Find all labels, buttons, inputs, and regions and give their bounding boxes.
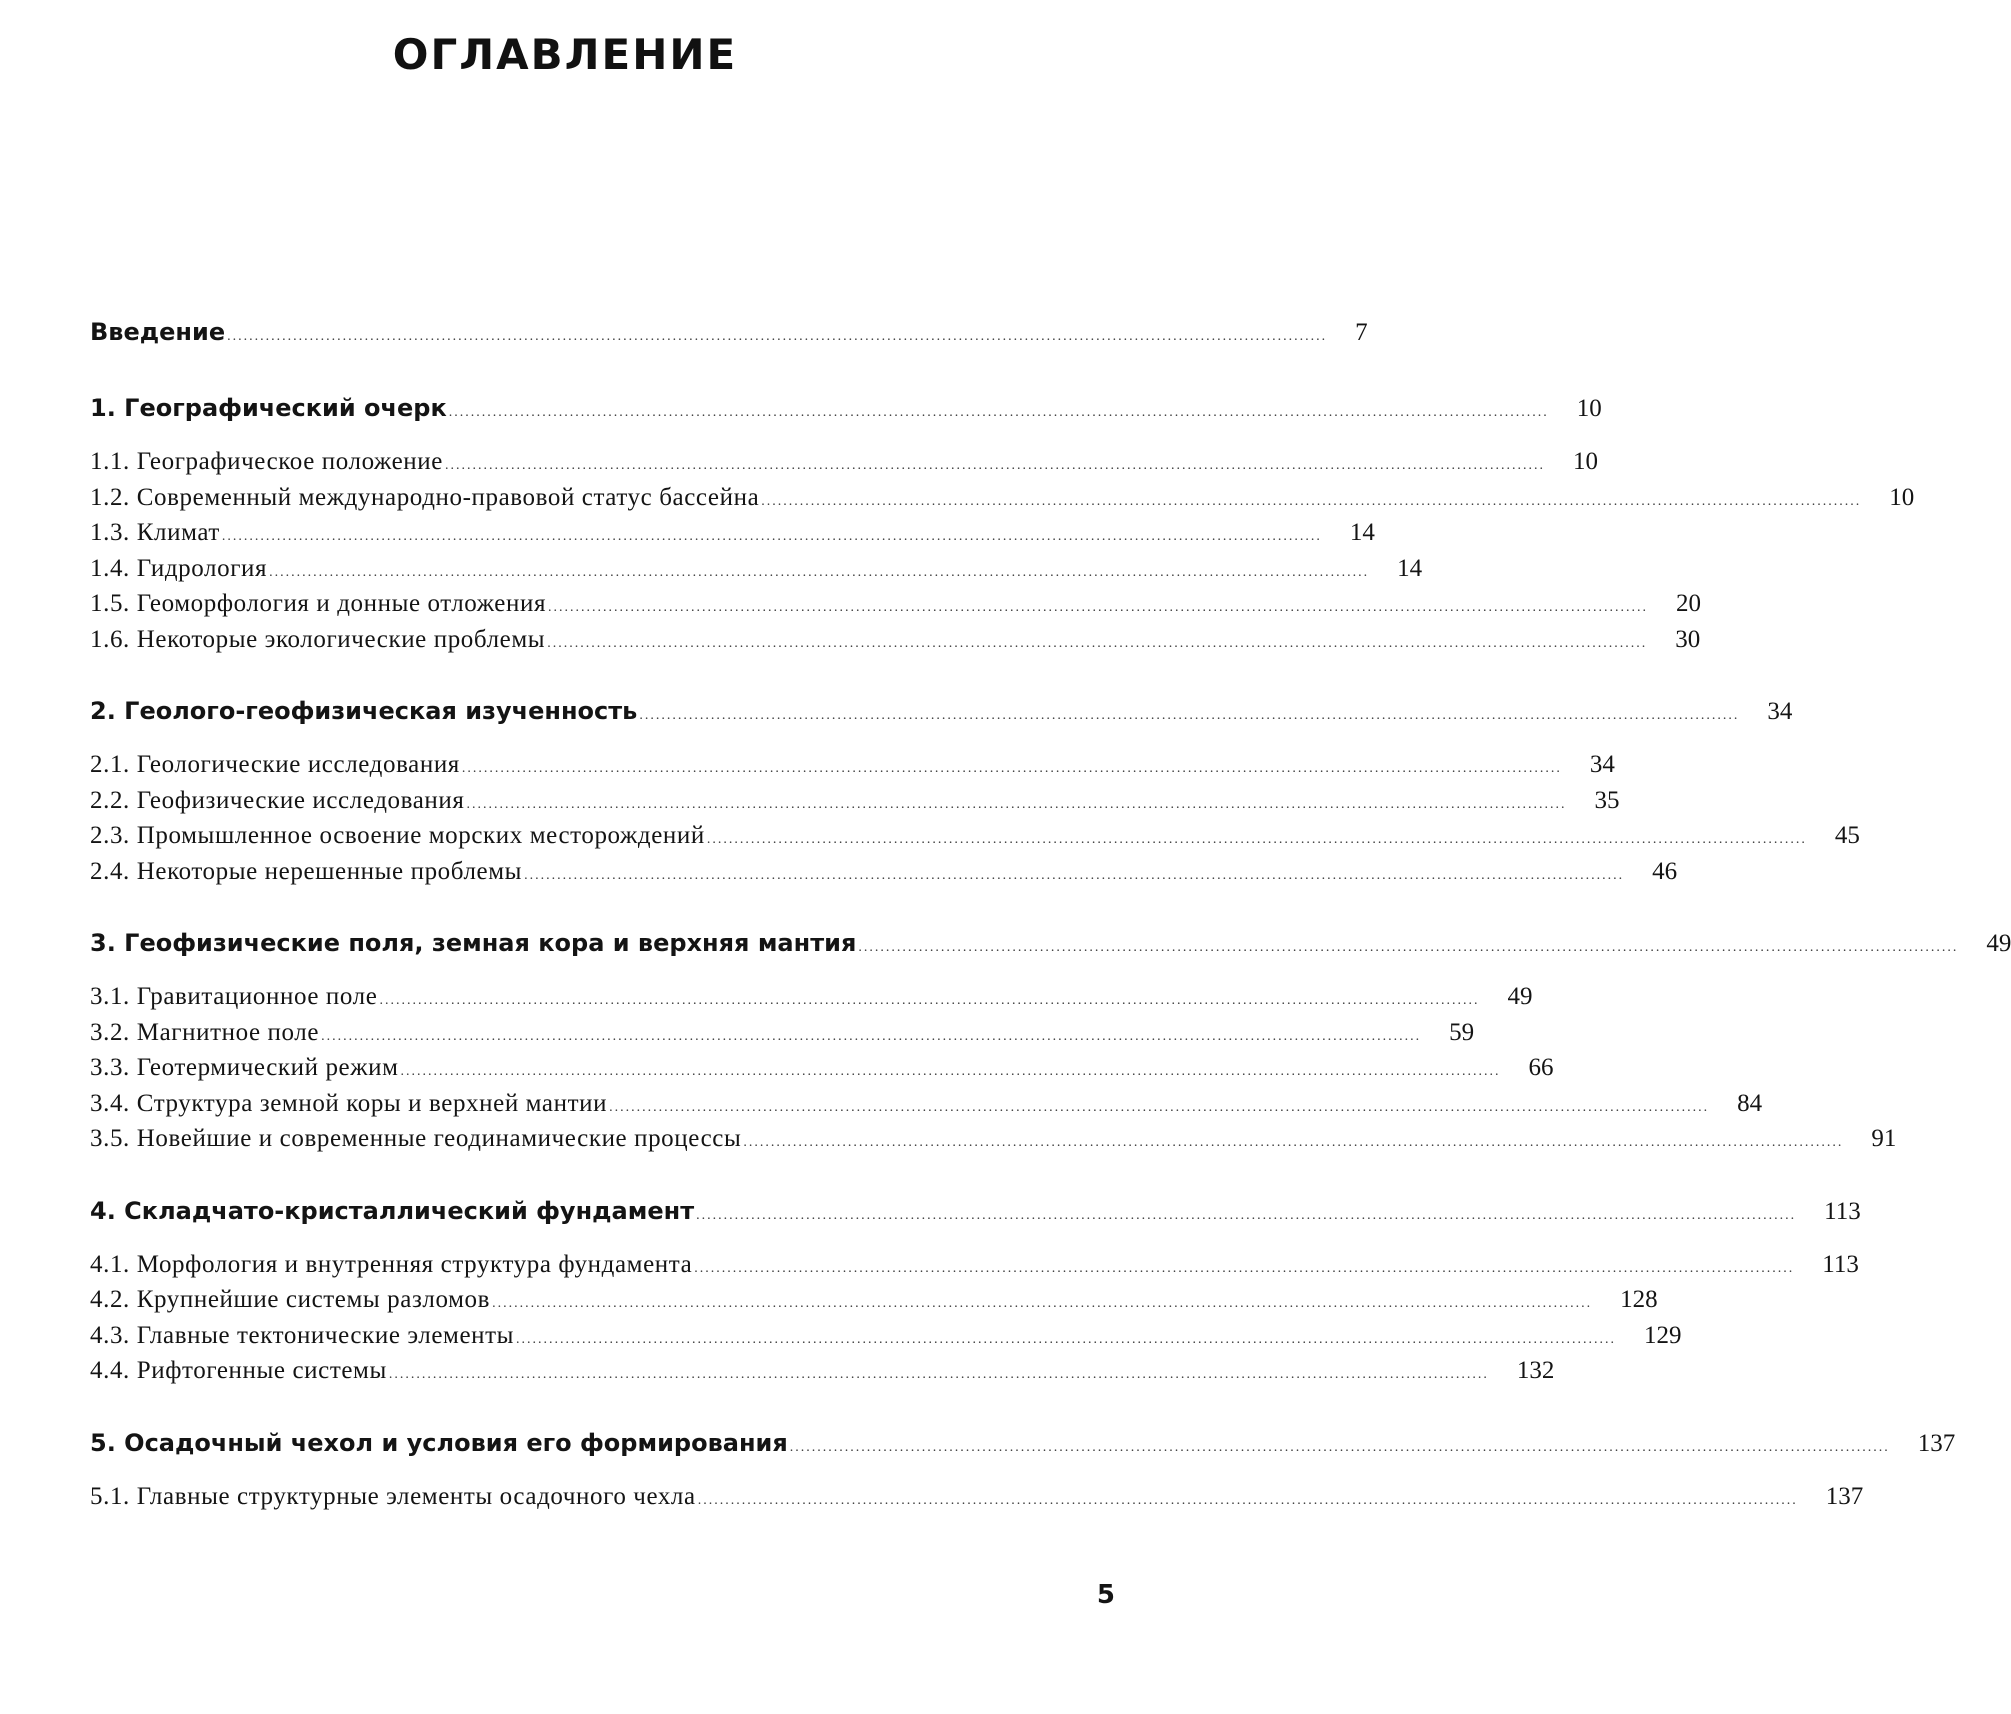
toc-entry-title: 2.1. Геологические исследования: [90, 751, 460, 778]
toc-entry-title: 3. Геофизические поля, земная кора и верхняя мантия: [90, 929, 857, 957]
toc-entry-page: 14: [1397, 554, 1423, 582]
toc-leader-dots: ........................................................................................................................................................................................................: [697, 1492, 1798, 1508]
toc-leader-dots: ........................................................................................................................................................................................................: [694, 1260, 1795, 1276]
toc-entry-title: 3.3. Геотермический режим: [90, 1054, 399, 1081]
toc-entry-page: 137: [1825, 1482, 1864, 1510]
toc-section-row: [90, 448, 1598, 484]
toc-leader-dots: ........................................................................................................................................................................................................: [761, 493, 1862, 509]
toc-entry-page: 14: [1349, 519, 1375, 546]
toc-entry-title: 2.4. Некоторые нерешенные проблемы: [90, 857, 523, 885]
toc-entry-title: 4.1. Морфология и внутренняя структура фундамента: [90, 1250, 693, 1278]
toc-leader-dots: ........................................................................................................................................................................................................: [379, 993, 1480, 1008]
toc-leader-dots: ........................................................................................................................................................................................................: [516, 1331, 1617, 1347]
toc-entry-page: 113: [1822, 1250, 1859, 1278]
toc-entry-page: 84: [1737, 1089, 1763, 1117]
toc-entry-title: 3.1. Гравитационное поле: [90, 983, 378, 1010]
toc-entry-page: 7: [1355, 319, 1368, 346]
toc-entry-page: 129: [1644, 1321, 1682, 1349]
toc-entry-title: 1.3. Климат: [90, 519, 220, 546]
toc-entry-page: 137: [1917, 1429, 1956, 1457]
page-number: 5: [1096, 1580, 1115, 1610]
toc-entry-title: 2.2. Геофизические исследования: [90, 786, 465, 814]
toc-entry-page: 34: [1589, 751, 1615, 778]
toc-entry-page: 35: [1594, 786, 1620, 814]
toc-entry-title: 3.4. Структура земной коры и верхней мантии: [90, 1089, 608, 1117]
toc-leader-dots: ........................................................................................................................................................................................................: [388, 1367, 1489, 1382]
toc-entry-title: 4.3. Главные тектонические элементы: [90, 1321, 515, 1349]
toc-section-row: [90, 625, 1701, 662]
toc-leader-dots: ........................................................................................................................................................................................................: [696, 1207, 1797, 1223]
toc-section-row: [90, 1321, 1682, 1358]
toc-leader-dots: ........................................................................................................................................................................................................: [444, 458, 1545, 473]
toc-leader-dots: ........................................................................................................................................................................................................: [706, 832, 1807, 847]
toc-section-row: [90, 1286, 1658, 1322]
toc-entry-page: 132: [1516, 1357, 1555, 1384]
toc-leader-dots: ........................................................................................................................................................................................................: [524, 867, 1625, 883]
toc-entry-page: 128: [1620, 1286, 1658, 1313]
toc-leader-dots: ........................................................................................................................................................................................................: [547, 635, 1648, 651]
toc-entry-page: 113: [1824, 1197, 1861, 1225]
toc-leader-dots: ........................................................................................................................................................................................................: [221, 529, 1322, 544]
toc-entry-title: 2. Геолого-геофизическая изученность: [90, 697, 638, 725]
toc-entry-page: 46: [1652, 857, 1678, 885]
toc-entry-title: 3.5. Новейшие и современные геодинамические процессы: [90, 1125, 742, 1152]
toc-entry-page: 59: [1449, 1018, 1475, 1046]
toc-leader-dots: ........................................................................................................................................................................................................: [227, 329, 1328, 344]
toc-entry-title: 3.2. Магнитное поле: [90, 1018, 320, 1046]
toc-entry-page: 45: [1834, 822, 1860, 849]
toc-section-row: [90, 822, 1860, 858]
toc-chapter-row: [90, 1196, 1861, 1237]
toc-chapter-row: [90, 318, 1368, 358]
toc-entry-title: 2.3. Промышленное освоение морских месторождений: [90, 822, 705, 849]
toc-entry-title: 1.5. Геоморфология и донные отложения: [90, 590, 547, 617]
toc-entry-title: 4.2. Крупнейшие системы разломов: [90, 1286, 491, 1313]
toc-leader-dots: ........................................................................................................................................................................................................: [466, 796, 1567, 812]
toc-entry-title: 1. Географический очерк: [90, 394, 447, 422]
toc-section-row: [90, 483, 1915, 520]
table-of-contents: [90, 318, 2011, 1518]
toc-leader-dots: ........................................................................................................................................................................................................: [400, 1064, 1501, 1079]
toc-entry-title: 1.6. Некоторые экологические проблемы: [90, 625, 546, 653]
toc-entry-page: 30: [1675, 625, 1701, 653]
toc-leader-dots: ........................................................................................................................................................................................................: [789, 1439, 1890, 1455]
toc-leader-dots: ........................................................................................................................................................................................................: [492, 1296, 1593, 1311]
toc-leader-dots: ........................................................................................................................................................................................................: [743, 1135, 1844, 1150]
toc-section-row: [90, 1250, 1859, 1287]
toc-chapter-row: [90, 1428, 1956, 1469]
toc-entry-title: 5.1. Главные структурные элементы осадочного чехла: [90, 1482, 696, 1510]
toc-section-row: [90, 554, 1423, 591]
toc-section-row: [90, 1054, 1554, 1090]
toc-chapter-row: [90, 929, 2011, 969]
toc-leader-dots: ........................................................................................................................................................................................................: [321, 1028, 1422, 1044]
toc-section-row: [90, 751, 1615, 787]
toc-entry-title: 5. Осадочный чехол и условия его формирования: [90, 1428, 788, 1457]
page-title: ОГЛАВЛЕНИЕ: [392, 30, 738, 79]
toc-entry-page: 49: [1507, 983, 1533, 1010]
toc-chapter-row: [90, 697, 1793, 737]
toc-section-row: [90, 590, 1702, 626]
toc-entry-title: Введение: [90, 318, 226, 346]
toc-entry-title: 1.2. Современный международно-правовой статус бассейна: [90, 483, 760, 511]
toc-section-row: [90, 786, 1620, 823]
toc-entry-page: 10: [1576, 395, 1602, 422]
toc-section-row: [90, 1089, 1763, 1126]
toc-leader-dots: ........................................................................................................................................................................................................: [448, 405, 1549, 420]
toc-section-row: [90, 1482, 1864, 1519]
toc-entry-page: 49: [1986, 930, 2011, 957]
toc-entry-title: 4. Складчато-кристаллический фундамент: [90, 1196, 695, 1225]
toc-leader-dots: ........................................................................................................................................................................................................: [461, 761, 1562, 776]
toc-entry-page: 34: [1767, 698, 1793, 725]
toc-leader-dots: ........................................................................................................................................................................................................: [548, 600, 1649, 615]
toc-entry-page: 66: [1528, 1054, 1554, 1081]
toc-section-row: [90, 1125, 1897, 1161]
toc-section-row: [90, 1357, 1555, 1393]
toc-section-row: [90, 983, 1533, 1019]
toc-leader-dots: ........................................................................................................................................................................................................: [609, 1099, 1710, 1115]
toc-entry-page: 91: [1871, 1125, 1897, 1152]
toc-entry-title: 1.4. Гидрология: [90, 554, 268, 582]
toc-entry-page: 20: [1676, 590, 1702, 617]
toc-leader-dots: ........................................................................................................................................................................................................: [639, 708, 1740, 723]
toc-section-row: [90, 857, 1678, 894]
toc-leader-dots: ........................................................................................................................................................................................................: [858, 940, 1959, 955]
toc-chapter-row: [90, 394, 1602, 434]
toc-section-row: [90, 519, 1375, 555]
toc-entry-title: 4.4. Рифтогенные системы: [90, 1357, 387, 1384]
toc-leader-dots: ........................................................................................................................................................................................................: [269, 564, 1370, 580]
toc-entry-page: 10: [1889, 483, 1915, 511]
toc-entry-page: 10: [1572, 448, 1598, 475]
toc-section-row: [90, 1018, 1475, 1055]
toc-entry-title: 1.1. Географическое положение: [90, 448, 443, 475]
